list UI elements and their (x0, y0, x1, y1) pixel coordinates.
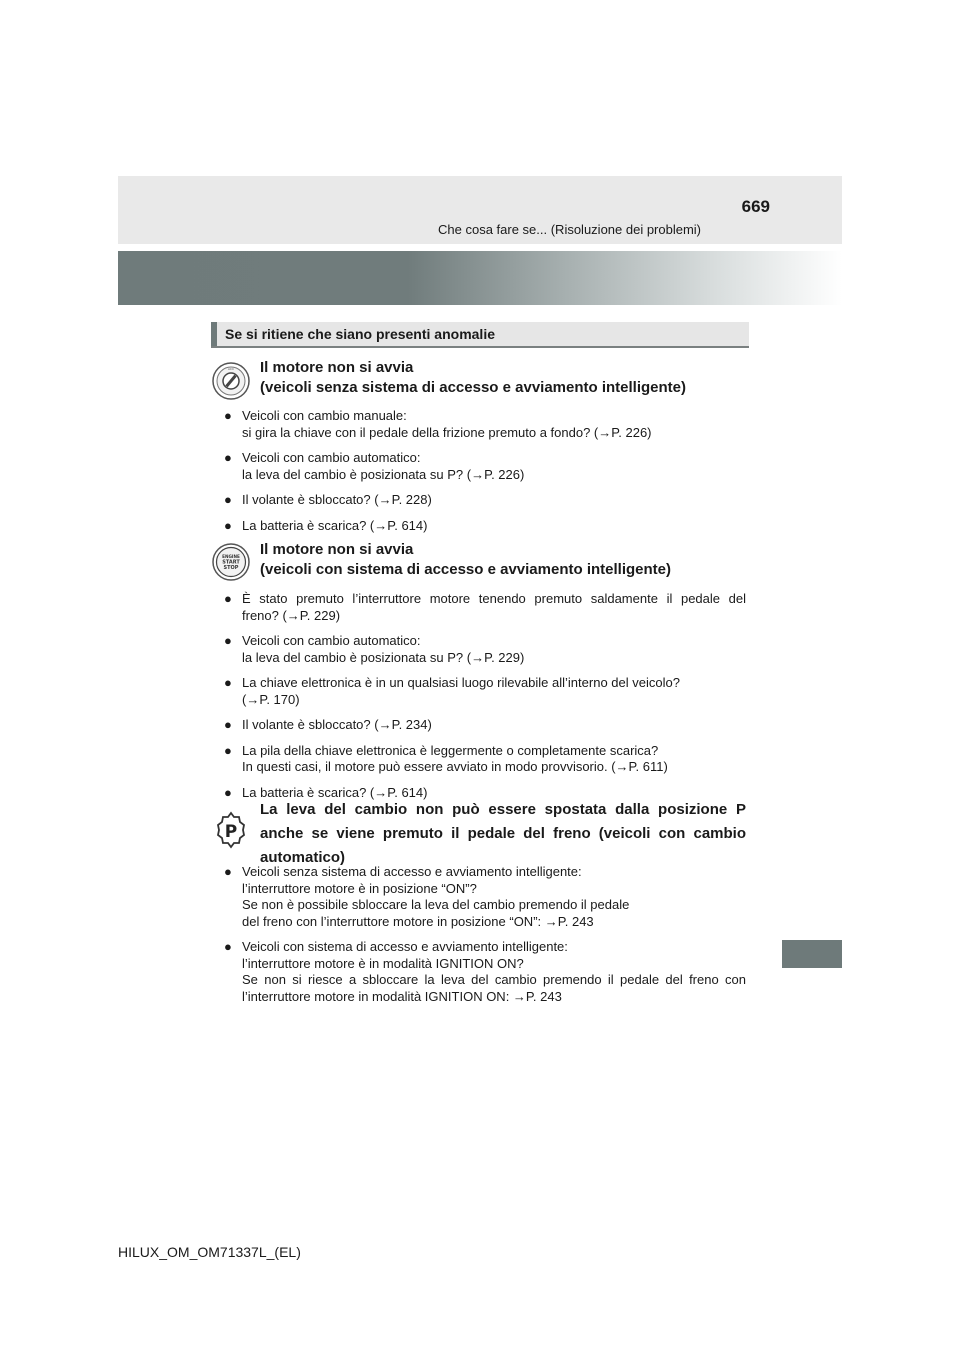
topic-title-line: automatico) (260, 849, 346, 866)
topic-item-list (224, 864, 746, 1014)
bullet: ● (224, 492, 232, 507)
topic-title-line: La leva del cambio non può essere spostata dalla posizione P (260, 801, 746, 818)
topic-item-list (224, 408, 746, 543)
list-item (224, 717, 746, 734)
chapter-index-tab (782, 940, 842, 968)
item-line: Veicoli con cambio automatico: (242, 450, 421, 465)
bullet: ● (224, 450, 232, 465)
topic-title (260, 540, 746, 580)
key-ignition-icon (212, 362, 250, 400)
item-line: (→P. 170) (242, 691, 300, 707)
bullet: ● (224, 633, 232, 648)
bullet: ● (224, 675, 232, 690)
list-item (224, 492, 746, 509)
shift-lock-p-icon (212, 811, 250, 849)
list-item (224, 518, 746, 535)
topic-title-line: (veicoli con sistema di accesso e avviamento intelligente) (260, 561, 671, 578)
item-line: È stato premuto l’interruttore motore tenendo premuto saldamente il pedale del (242, 591, 746, 606)
item-line: Se non si riesce a sbloccare la leva del cambio premendo il pedale del freno con (242, 972, 746, 987)
item-line: Il volante è sbloccato? (→P. 234) (242, 717, 432, 732)
bullet: ● (224, 784, 232, 800)
item-line: La chiave elettronica è in un qualsiasi luogo rilevabile all’interno del veicolo? (242, 675, 680, 690)
list-item (224, 450, 746, 483)
item-line: del freno con l’interruttore motore in posizione “ON”: →P. 243 (242, 913, 594, 929)
bullet: ● (224, 939, 232, 954)
bullet: ● (224, 864, 232, 879)
section-title: Se si ritiene che siano presenti anomalie (225, 326, 495, 342)
bullet: ● (224, 591, 232, 606)
list-item (224, 939, 746, 1005)
section-header (211, 322, 749, 348)
item-line: l’interruttore motore è in modalità IGNITION ON? (242, 955, 524, 971)
topic-title-line: anche se viene premuto il pedale del freno (veicoli con cambio (260, 825, 746, 842)
bullet: ● (224, 517, 232, 533)
bullet: ● (224, 742, 232, 758)
list-item (224, 591, 746, 624)
item-line: la leva del cambio è posizionata su P? (→P. 226) (242, 466, 525, 482)
list-item (224, 633, 746, 666)
section-accent (211, 322, 217, 346)
topic-title-line: Il motore non si avvia (260, 541, 414, 558)
item-line: Veicoli senza sistema di accesso e avviamento intelligente: (242, 864, 582, 879)
document-code: HILUX_OM_OM71337L_(EL) (118, 1244, 301, 1260)
item-line: la leva del cambio è posizionata su P? (→P. 229) (242, 649, 525, 665)
topic-title (260, 358, 746, 398)
item-line: Veicoli con sistema di accesso e avviamento intelligente: (242, 939, 568, 954)
topic-item-list (224, 591, 746, 810)
item-line: Veicoli con cambio manuale: (242, 408, 407, 423)
item-line: l’interruttore motore in modalità IGNITION ON: →P. 243 (242, 988, 562, 1004)
topic-title (260, 798, 746, 870)
chapter-banner (118, 251, 842, 305)
item-line: In questi casi, il motore può essere avviato in modo provvisorio. (→P. 611) (242, 759, 668, 774)
page-number: 669 (741, 197, 770, 216)
item-line: La pila della chiave elettronica è leggermente o completamente scarica? (242, 742, 659, 758)
chapter-title: Che cosa fare se... (Risoluzione dei problemi) (438, 222, 702, 237)
list-item (224, 743, 746, 776)
icon-text: STOP (223, 565, 239, 571)
icon-text: ENGINE (222, 554, 240, 559)
item-line: si gira la chiave con il pedale della frizione premuto a fondo? (→P. 226) (242, 424, 652, 440)
item-line: La batteria è scarica? (→P. 614) (242, 784, 428, 800)
list-item (224, 864, 746, 930)
icon-text: START (222, 559, 240, 566)
bullet: ● (224, 408, 232, 423)
engine-start-stop-icon (212, 543, 250, 581)
topic-title-line: Il motore non si avvia (260, 359, 414, 376)
item-line: La batteria è scarica? (→P. 614) (242, 517, 428, 533)
svg-text:ACC: ACC (227, 367, 235, 371)
item-line: Veicoli con cambio automatico: (242, 633, 421, 648)
item-line: l’interruttore motore è in posizione “ON”? (242, 880, 477, 896)
item-line: freno? (→P. 229) (242, 607, 341, 623)
bullet: ● (224, 717, 232, 732)
page-header (118, 176, 842, 244)
list-item (224, 408, 746, 441)
list-item (224, 675, 746, 708)
item-line: Il volante è sbloccato? (→P. 228) (242, 492, 432, 507)
icon-text: P (224, 822, 238, 842)
item-line: Se non è possibile sbloccare la leva del cambio premendo il pedale (242, 897, 630, 912)
topic-title-line: (veicoli senza sistema di accesso e avviamento intelligente) (260, 379, 687, 396)
